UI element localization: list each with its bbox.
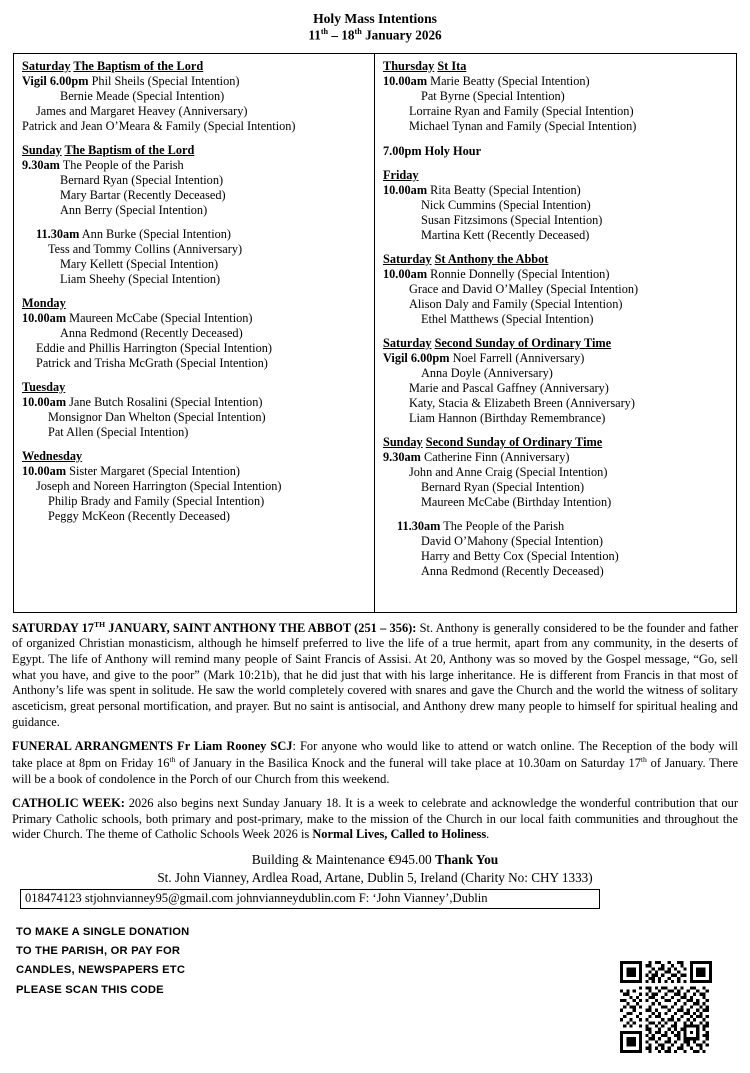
feast-name: The Baptism of the Lord [73, 58, 204, 73]
day-name: Thursday [383, 58, 435, 73]
intention-text: Anna Redmond (Recently Deceased) [421, 563, 604, 578]
qr-code-icon [620, 961, 712, 1053]
intention-entry [383, 119, 729, 134]
intention-text: Bernie Meade (Special Intention) [60, 88, 225, 103]
intention-entry [22, 104, 367, 119]
day-heading [22, 449, 367, 464]
day-name: Monday [22, 295, 66, 310]
intentions-column-right [375, 54, 736, 612]
intentions-day-group [383, 59, 729, 134]
intention-entry [22, 203, 367, 218]
day-name: Saturday [22, 58, 71, 73]
intention-entry [22, 509, 367, 524]
intention-entry [383, 495, 729, 510]
intention-entry [22, 410, 367, 425]
intention-text: Alison Daly and Family (Special Intention) [409, 296, 623, 311]
intention-text: James and Margaret Heavey (Anniversary) [36, 103, 248, 118]
intention-entry [383, 519, 729, 534]
day-name: Tuesday [22, 379, 66, 394]
intention-entry [383, 564, 729, 579]
intention-time: 11.30am [36, 226, 80, 241]
mass-intentions-table [13, 53, 737, 613]
day-heading [383, 435, 729, 450]
day-name: Saturday [383, 251, 432, 266]
intention-entry [22, 326, 367, 341]
intention-entry [22, 227, 367, 242]
intention-time: 9.30am [22, 157, 60, 172]
intention-text: Anna Doyle (Anniversary) [421, 365, 553, 380]
donation-line-3: CANDLES, NEWSPAPERS ETC [16, 964, 186, 977]
intentions-day-group [22, 143, 367, 218]
intentions-day-group [22, 227, 367, 287]
donation-line-4: PLEASE SCAN THIS CODE [16, 983, 164, 996]
intention-text: Liam Hannon (Birthday Remembrance) [409, 410, 606, 425]
notice-funeral-arrangements: FUNERAL ARRANGMENTS Fr Liam Rooney SCJ: For anyone who would like to attend or watch online. The Reception of the body will take place at 8pm on Friday 16th of January in the Basilica Knock and the funeral will take place at 10.30am on Saturday 17th of January. There will be a book of condolence in the Porch of our Church from this weekend. [12, 739, 738, 786]
intention-time: 11.30am [397, 518, 441, 533]
intention-text: Ethel Matthews (Special Intention) [421, 311, 594, 326]
intention-entry [22, 89, 367, 104]
intention-text: Catherine Finn (Anniversary) [424, 449, 570, 464]
intention-entry [22, 311, 367, 326]
notice-catholic-week: CATHOLIC WEEK: 2026 also begins next Sunday January 18. It is a week to celebrate and acknowledge the wonderful contribution that our Primary Catholic schools, both primary and post-primary, make to the mission of the Church in our local faith communities and throughout the wider Church. The theme of Catholic Schools Week 2026 is Normal Lives, Called to Holiness. [12, 796, 739, 842]
feast-name: The Baptism of the Lord [64, 142, 195, 157]
intention-entry [383, 450, 729, 465]
intention-text: Sister Margaret (Special Intention) [69, 463, 240, 478]
intention-text: Bernard Ryan (Special Intention) [60, 172, 224, 187]
intention-entry [383, 74, 729, 89]
day-heading [383, 168, 729, 183]
intention-text: Grace and David O’Malley (Special Intention) [409, 281, 639, 296]
intention-entry [383, 228, 729, 243]
day-heading [22, 296, 367, 311]
feast-name: St Anthony the Abbot [434, 251, 549, 266]
intention-entry [383, 104, 729, 119]
intentions-day-group [383, 144, 729, 159]
qr-code-container [620, 961, 712, 1053]
intention-time: 9.30am [383, 449, 421, 464]
intention-text: Maureen McCabe (Special Intention) [69, 310, 253, 325]
day-heading [383, 336, 729, 351]
intention-entry [383, 282, 729, 297]
intention-entry [383, 198, 729, 213]
intention-text: Patrick and Jean O’Meara & Family (Special Intention) [22, 118, 296, 133]
intention-text: Mary Bartar (Recently Deceased) [60, 187, 226, 202]
intention-text: Maureen McCabe (Birthday Intention) [421, 494, 612, 509]
notice-saint-anthony: SATURDAY 17TH JANUARY, SAINT ANTHONY THE ABBOT (251 – 356): St. Anthony is generally considered to be the founder and father of organized Christian monasticism, although he himself preferred to live the life of a true hermit, apart from any community, in the deserts of Egypt. The life of Anthony will remind many people of Saint Francis of Assisi. At 20, Anthony was so moved by the Gospel message, “Go, sell what you have, and give to the poor” (Mark 10:21b), that he did just that with his large inheritance. He is different from Francis in that most of Anthony’s life was spent in solitude. He saw the world completely covered with snares and gave the Church and the world the witness of solitary asceticism, great personal mortification, and prayer. But no saint is antisocial, and Anthony drew many people to himself for spiritual healing and guidance. [12, 619, 738, 729]
intention-entry [22, 257, 367, 272]
intentions-day-group [383, 168, 729, 243]
day-heading [383, 252, 729, 267]
intention-text: Nick Cummins (Special Intention) [421, 197, 591, 212]
page-title: Holy Mass Intentions [313, 11, 437, 26]
intention-text: Tess and Tommy Collins (Anniversary) [48, 241, 243, 256]
intention-entry [383, 411, 729, 426]
intention-time: 10.00am [22, 463, 67, 478]
intention-entry [383, 267, 729, 282]
intention-time: 10.00am [22, 394, 67, 409]
intention-entry [383, 480, 729, 495]
intention-time: 10.00am [383, 73, 428, 88]
intention-entry [383, 366, 729, 381]
intention-text: Lorraine Ryan and Family (Special Intention) [409, 103, 634, 118]
intention-text: Ann Berry (Special Intention) [60, 202, 208, 217]
intention-entry [383, 89, 729, 104]
intention-text: Martina Kett (Recently Deceased) [421, 227, 590, 242]
intentions-day-group [22, 59, 367, 134]
intention-text: Bernard Ryan (Special Intention) [421, 479, 585, 494]
intentions-day-group [383, 519, 729, 579]
intention-text: Ronnie Donnelly (Special Intention) [430, 266, 610, 281]
notices [12, 620, 738, 843]
feast-name: Second Sunday of Ordinary Time [425, 434, 603, 449]
intention-time: Vigil 6.00pm [22, 73, 89, 88]
intention-entry [22, 425, 367, 440]
intention-entry [22, 119, 367, 134]
donation-line-1: TO MAKE A SINGLE DONATION [16, 925, 190, 938]
intention-text: Philip Brady and Family (Special Intention) [48, 493, 265, 508]
donation-line-2: TO THE PARISH, OR PAY FOR [16, 945, 181, 958]
intention-entry [22, 464, 367, 479]
intention-entry [383, 213, 729, 228]
intention-entry [383, 396, 729, 411]
day-heading [22, 380, 367, 395]
parish-contact-bar[interactable]: 018474123 stjohnvianney95@gmail.com johnvianneydublin.com F: ‘John Vianney’,Dublin [20, 889, 600, 908]
day-name: Sunday [22, 142, 62, 157]
intention-text: Peggy McKeon (Recently Deceased) [48, 508, 230, 523]
intention-text: David O’Mahony (Special Intention) [421, 533, 604, 548]
intention-entry [383, 297, 729, 312]
intentions-day-group [22, 296, 367, 371]
intention-time: Vigil 6.00pm [383, 350, 450, 365]
intentions-day-group [22, 380, 367, 440]
day-heading [22, 143, 367, 158]
intention-entry [383, 351, 729, 366]
intention-text: Marie Beatty (Special Intention) [430, 73, 590, 88]
intention-entry [22, 395, 367, 410]
intention-text: Monsignor Dan Whelton (Special Intention) [48, 409, 266, 424]
intention-entry [383, 312, 729, 327]
intention-text: Patrick and Trisha McGrath (Special Intention) [36, 355, 268, 370]
intention-entry [22, 188, 367, 203]
intentions-column-left [14, 54, 375, 612]
intentions-day-group [383, 435, 729, 510]
intention-text: Eddie and Phillis Harrington (Special Intention) [36, 340, 272, 355]
intention-entry [22, 479, 367, 494]
intention-text: Pat Allen (Special Intention) [48, 424, 189, 439]
intention-text: The People of the Parish [443, 518, 565, 533]
intention-entry [22, 74, 367, 89]
intention-entry [22, 356, 367, 371]
intention-text: Jane Butch Rosalini (Special Intention) [69, 394, 263, 409]
intention-text: Anna Redmond (Recently Deceased) [60, 325, 243, 340]
feast-name: Second Sunday of Ordinary Time [434, 335, 612, 350]
intention-entry [383, 183, 729, 198]
intention-text: Susan Fitzsimons (Special Intention) [421, 212, 603, 227]
intention-time: 10.00am [22, 310, 67, 325]
intentions-day-group [383, 252, 729, 327]
intention-text: Liam Sheehy (Special Intention) [60, 271, 221, 286]
intention-text: Michael Tynan and Family (Special Intention) [409, 118, 637, 133]
intention-time: 10.00am [383, 182, 428, 197]
day-name: Friday [383, 167, 419, 182]
intention-text: John and Anne Craig (Special Intention) [409, 464, 608, 479]
intention-entry [383, 465, 729, 480]
intention-text: Pat Byrne (Special Intention) [421, 88, 565, 103]
intention-entry [383, 549, 729, 564]
intention-text: Mary Kellett (Special Intention) [60, 256, 219, 271]
intention-text: Joseph and Noreen Harrington (Special Intention) [36, 478, 282, 493]
intention-entry [22, 158, 367, 173]
intention-entry [22, 272, 367, 287]
intention-time: 10.00am [383, 266, 428, 281]
parish-address: St. John Vianney, Ardlea Road, Artane, Dublin 5, Ireland (Charity No: CHY 1333) [157, 870, 593, 886]
intention-text: The People of the Parish [62, 157, 184, 172]
intention-text: Phil Sheils (Special Intention) [91, 73, 240, 88]
holy-hour-line: 7.00pm Holy Hour [383, 143, 482, 158]
intention-text: Katy, Stacia & Elizabeth Breen (Anniversary) [409, 395, 635, 410]
intention-entry [22, 341, 367, 356]
intention-text: Marie and Pascal Gaffney (Anniversary) [409, 380, 609, 395]
date-range: 11th – 18th January 2026 [308, 27, 442, 43]
day-heading [22, 59, 367, 74]
intention-entry [383, 534, 729, 549]
feast-name: St Ita [437, 58, 467, 73]
intention-entry [383, 381, 729, 396]
day-name: Saturday [383, 335, 432, 350]
footer [10, 852, 740, 909]
day-name: Sunday [383, 434, 423, 449]
maintenance-collection: Building & Maintenance €945.00 Thank You [251, 852, 499, 868]
day-name: Wednesday [22, 448, 83, 463]
day-heading [383, 59, 729, 74]
page-title-block [10, 10, 740, 45]
intention-entry [22, 173, 367, 188]
intention-text: Ann Burke (Special Intention) [81, 226, 232, 241]
intention-entry [22, 242, 367, 257]
intention-text: Noel Farrell (Anniversary) [452, 350, 585, 365]
intention-text: Harry and Betty Cox (Special Intention) [421, 548, 619, 563]
intentions-day-group [383, 336, 729, 426]
intentions-day-group [22, 449, 367, 524]
intention-entry [22, 494, 367, 509]
intention-text: Rita Beatty (Special Intention) [430, 182, 581, 197]
